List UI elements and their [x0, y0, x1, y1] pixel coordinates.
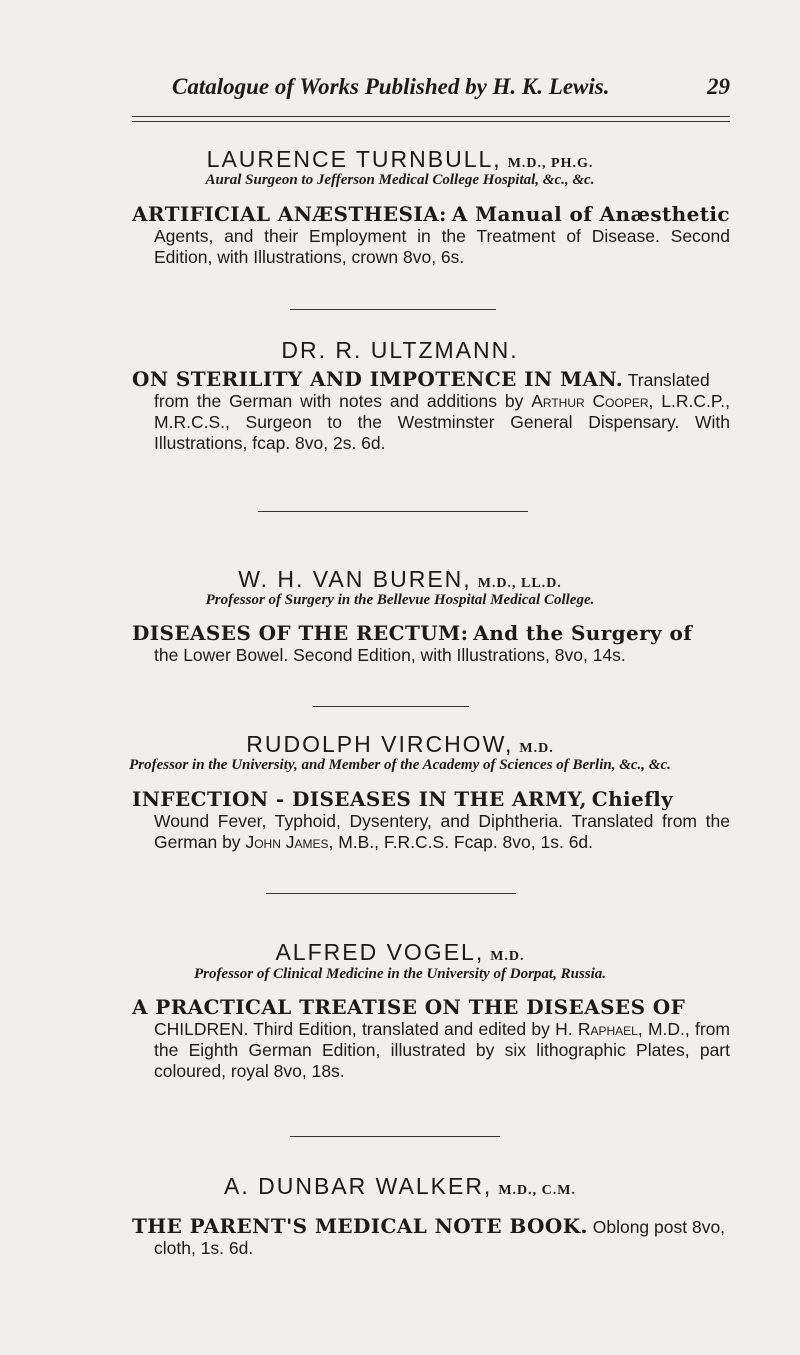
running-header: [172, 74, 730, 100]
book-entry: [132, 369, 730, 454]
book-entry: [132, 789, 730, 853]
author-name: ALFRED VOGEL,: [275, 939, 485, 965]
book-title: THE PARENT'S MEDICAL NOTE BOOK.: [132, 1214, 588, 1238]
header-rule: [132, 116, 730, 117]
book-title: A PRACTICAL TREATISE ON THE DISEASES OF: [132, 995, 686, 1019]
header-rule: [132, 121, 730, 122]
editor-name: Raphael: [577, 1019, 638, 1039]
book-title: ARTIFICIAL ANÆSTHESIA:: [132, 202, 447, 226]
translator-name: Arthur Cooper: [531, 391, 649, 411]
author-degrees: M.D., LL.D.: [477, 576, 562, 591]
author-affiliation: Professor of Surgery in the Bellevue Hospital Medical College.: [205, 592, 595, 608]
book-title-continuation: Translated: [627, 370, 710, 390]
book-title: INFECTION - DISEASES IN THE ARMY,: [132, 787, 587, 811]
author-degrees: M.D., PH.G.: [507, 156, 594, 171]
author-degrees: M.D., C.M.: [498, 1183, 576, 1198]
book-title-continuation: Oblong post 8vo,: [592, 1217, 726, 1237]
author-name: W. H. VAN BUREN,: [238, 566, 472, 592]
section-divider: [266, 893, 516, 894]
book-subtitle: Chiefly: [591, 787, 674, 811]
book-description: Agents, and their Employment in the Treatment of Disease. Second Edition, with Illustrations, crown 8vo, 6s.: [154, 226, 730, 267]
book-subtitle: A Manual of Anæsthetic: [451, 202, 730, 226]
book-entry: [132, 623, 730, 666]
author-degrees: M.D.: [519, 741, 554, 756]
page-number: 29: [707, 74, 730, 99]
author-affiliation: Aural Surgeon to Jefferson Medical College Hospital, &c., &c.: [205, 172, 595, 188]
section-divider: [290, 309, 496, 310]
author-name: DR. R. ULTZMANN.: [281, 337, 519, 363]
author-heading: [0, 731, 800, 758]
author-heading: [0, 939, 800, 966]
author-heading: [0, 566, 800, 593]
section-divider: [313, 706, 469, 707]
book-description: from the German with notes and additions by Arthur Cooper, L.R.C.P., M.R.C.S., Surgeon to the Westminster General Dispensary. With Illustrations, fcap. 8vo, 2s. 6d.: [154, 391, 730, 453]
header-title: Catalogue of Works Published by H. K. Lewis.: [172, 74, 610, 99]
author-name: A. DUNBAR WALKER,: [224, 1173, 493, 1199]
author-affiliation: Professor in the University, and Member of the Academy of Sciences of Berlin, &c., &c.: [129, 757, 671, 773]
author-name: LAURENCE TURNBULL,: [206, 146, 502, 172]
book-title: ON STERILITY AND IMPOTENCE IN MAN.: [132, 367, 624, 391]
book-title: DISEASES OF THE RECTUM:: [132, 621, 469, 645]
book-description: Wound Fever, Typhoid, Dysentery, and Diphtheria. Translated from the German by John James, M.B., F.R.C.S. Fcap. 8vo, 1s. 6d.: [154, 811, 730, 852]
book-entry: [132, 204, 730, 268]
book-entry: [132, 997, 730, 1082]
book-description: cloth, 1s. 6d.: [154, 1238, 254, 1258]
author-heading: [0, 1173, 800, 1200]
author-heading: [0, 146, 800, 173]
section-divider: [290, 1136, 500, 1137]
author-heading: [0, 337, 800, 364]
author-name: RUDOLPH VIRCHOW,: [246, 731, 514, 757]
author-degrees: M.D.: [490, 949, 525, 964]
section-divider: [258, 511, 528, 512]
author-affiliation: Professor of Clinical Medicine in the University of Dorpat, Russia.: [193, 966, 607, 982]
book-entry: [132, 1216, 730, 1259]
book-description: the Lower Bowel. Second Edition, with Illustrations, 8vo, 14s.: [154, 645, 626, 665]
book-description: CHILDREN. Third Edition, translated and edited by H. Raphael, M.D., from the Eighth German Edition, illustrated by six lithographic Plates, part coloured, royal 8vo, 18s.: [154, 1019, 730, 1081]
translator-name: John James: [245, 832, 329, 852]
book-subtitle: And the Surgery of: [473, 621, 693, 645]
